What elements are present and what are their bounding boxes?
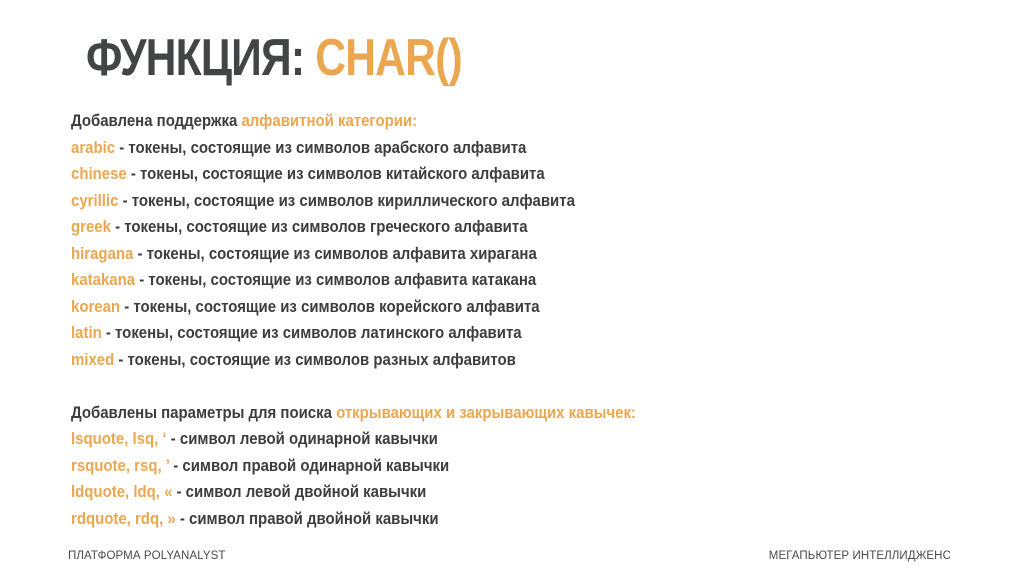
list-item-description: - символ левой одинарной кавычки bbox=[166, 429, 438, 448]
list-item-keyword: korean bbox=[71, 296, 121, 316]
list-item bbox=[71, 479, 863, 506]
list-item-keyword: hiragana bbox=[71, 243, 134, 263]
list-item bbox=[71, 506, 863, 533]
section-spacer bbox=[71, 373, 971, 400]
list-item bbox=[71, 426, 863, 453]
list-item bbox=[71, 241, 863, 268]
list-item-keyword: chinese bbox=[71, 164, 127, 183]
slide-title bbox=[86, 26, 462, 90]
list-item bbox=[71, 453, 863, 480]
list-item-keyword: mixed bbox=[71, 349, 115, 369]
slide-title-accent: CHAR() bbox=[315, 29, 462, 87]
list-item-description: - токены, состоящие из символов латинского алфавита bbox=[101, 323, 522, 342]
list-item-description: - символ правой одинарной кавычки bbox=[169, 455, 450, 475]
list-item-keyword: cyrillic bbox=[71, 190, 119, 210]
list-item-keyword: katakana bbox=[71, 270, 136, 289]
list-item-description: - токены, состоящие из символов кириллического алфавита bbox=[118, 190, 575, 210]
list-item-keyword: ldquote, ldq, « bbox=[71, 482, 173, 501]
list-item-description: - токены, состоящие из символов алфавита хирагана bbox=[133, 243, 537, 263]
list-item-description: - токены, состоящие из символов греческого алфавита bbox=[110, 217, 528, 236]
list-item-description: - токены, состоящие из символов алфавита катакана bbox=[135, 270, 537, 289]
list-item-description: - токены, состоящие из символов корейского алфавита bbox=[120, 296, 540, 316]
list-item-description: - токены, состоящие из символов разных алфавитов bbox=[114, 349, 516, 369]
list-item-description: - символ правой двойной кавычки bbox=[175, 508, 439, 528]
list-item bbox=[71, 320, 863, 347]
footer-company-name: МЕГАПЬЮТЕР ИНТЕЛЛИДЖЕНС bbox=[768, 550, 951, 562]
list-item-description: - символ левой двойной кавычки bbox=[172, 482, 427, 501]
list-item bbox=[71, 135, 863, 162]
section2-intro: Добавлены параметры для поиска открывающих и закрывающих кавычек: bbox=[71, 402, 636, 422]
list-item-description: - токены, состоящие из символов китайского алфавита bbox=[126, 164, 545, 183]
list-item-keyword: latin bbox=[71, 323, 102, 342]
list-item bbox=[71, 294, 863, 321]
list-item-keyword: arabic bbox=[71, 137, 116, 157]
list-item bbox=[71, 188, 863, 215]
slide-content bbox=[71, 108, 971, 532]
list-item bbox=[71, 214, 863, 241]
list-item-keyword: rdquote, rdq, » bbox=[71, 508, 176, 528]
footer-platform-name: ПЛАТФОРМА POLYANALYST bbox=[68, 550, 226, 562]
list-item-keyword: greek bbox=[71, 217, 111, 236]
list-item-keyword: lsquote, lsq, ‘ bbox=[71, 429, 167, 448]
list-item bbox=[71, 161, 863, 188]
list-item-description: - токены, состоящие из символов арабского алфавита bbox=[115, 137, 527, 157]
slide-title-main: ФУНКЦИЯ: bbox=[86, 29, 305, 87]
section1-intro: Добавлена поддержка алфавитной категории: bbox=[71, 111, 418, 130]
list-item bbox=[71, 267, 863, 294]
list-item bbox=[71, 347, 863, 374]
list-item-keyword: rsquote, rsq, ’ bbox=[71, 455, 170, 475]
